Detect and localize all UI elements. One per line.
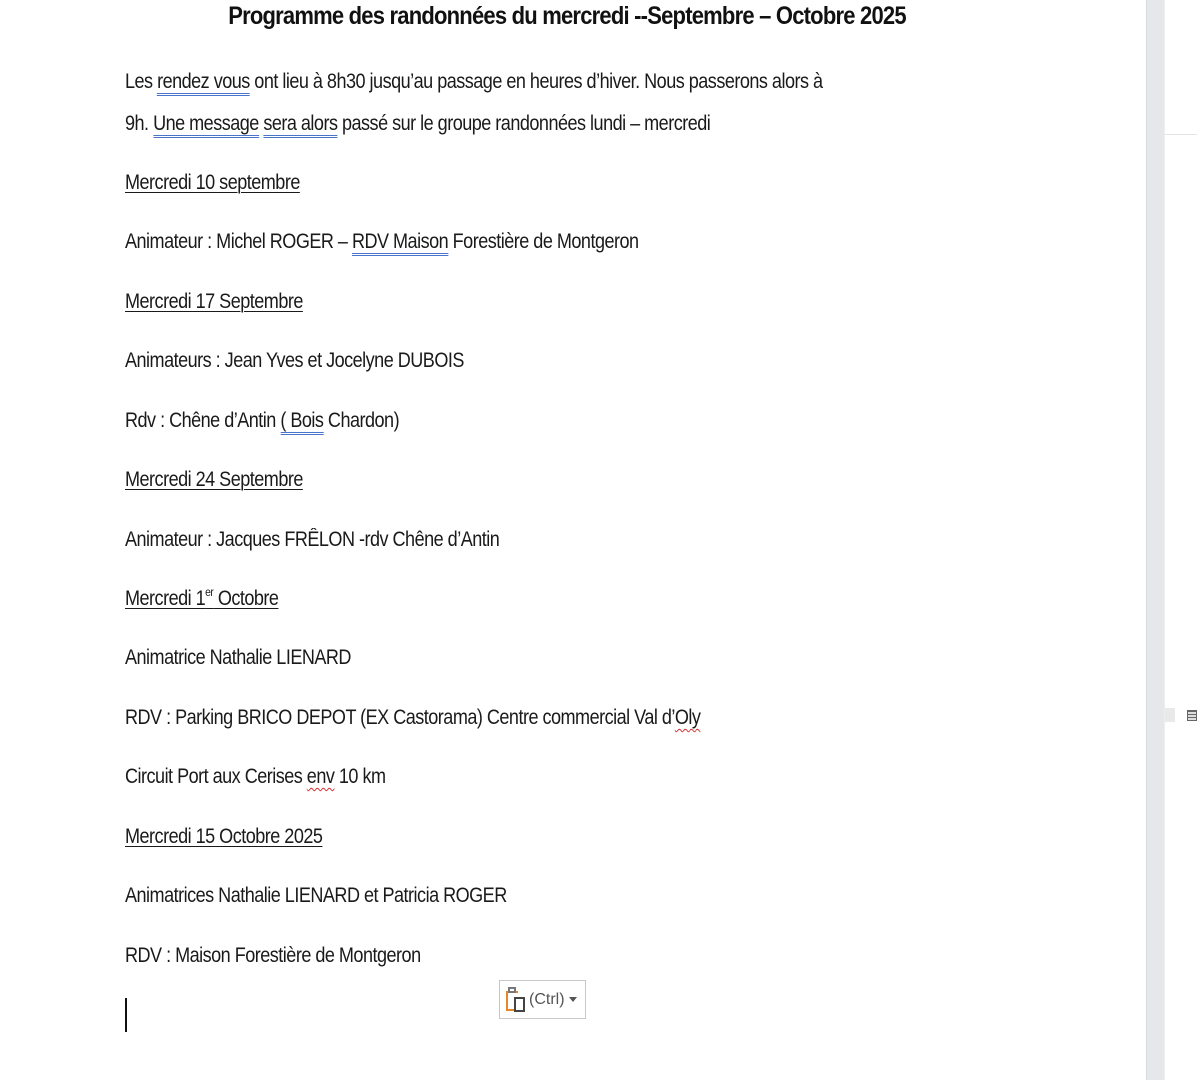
section-line: Animatrice Nathalie LIENARD <box>125 646 351 669</box>
intro-line-2 <box>125 112 710 136</box>
side-panel <box>1165 0 1197 1080</box>
superscript: er <box>205 585 214 599</box>
text-run: Les <box>125 70 158 93</box>
section-date: Mercredi 24 Septembre <box>125 468 303 491</box>
section-line <box>125 765 385 789</box>
chevron-down-icon <box>569 997 577 1002</box>
text-run: ont lieu à 8h30 jusqu’au passage en heures d’hiver. Nous passerons alors à <box>249 70 823 93</box>
document-title: Programme des randonnées du mercredi --Septembre – Octobre 2025 <box>228 2 906 30</box>
text-run: 10 km <box>334 765 386 788</box>
grammar-flag[interactable]: rendez vous <box>157 70 250 96</box>
paste-options-button[interactable] <box>499 980 586 1019</box>
text-run: Octobre <box>213 587 279 610</box>
spelling-flag[interactable]: Oly <box>674 706 701 729</box>
section-date: Mercredi 15 Octobre 2025 <box>125 825 323 848</box>
document-lines-icon[interactable] <box>1187 710 1197 721</box>
grammar-flag[interactable]: ( Bois <box>280 409 323 435</box>
text-cursor <box>125 998 127 1032</box>
spelling-flag[interactable]: env <box>306 765 335 788</box>
section-line: Animateur : Jacques FRÊLON -rdv Chêne d’Antin <box>125 528 500 551</box>
intro-line-1 <box>125 70 823 94</box>
section-date: Mercredi 10 septembre <box>125 171 300 194</box>
section-line <box>125 706 700 730</box>
paste-options-label: (Ctrl) <box>529 990 565 1008</box>
text-run: Animateur : Michel ROGER – <box>125 230 352 253</box>
text-run: Chardon) <box>323 409 400 432</box>
grammar-flag[interactable]: RDV Maison <box>352 230 448 256</box>
text-run: Mercredi 1 <box>125 587 206 610</box>
section-date: Mercredi 17 Septembre <box>125 290 303 313</box>
side-panel-tab[interactable] <box>1165 708 1175 722</box>
section-line: Animatrices Nathalie LIENARD et Patricia ROGER <box>125 884 507 907</box>
text-run: passé sur le groupe randonnées lundi – mercredi <box>337 112 711 135</box>
section-date <box>125 587 278 611</box>
vertical-scrollbar[interactable] <box>1146 0 1165 1080</box>
text-run: RDV : Parking BRICO DEPOT (EX Castorama) Centre commercial Val d’ <box>125 706 675 729</box>
section-line: Animateurs : Jean Yves et Jocelyne DUBOIS <box>125 349 464 372</box>
section-line <box>125 409 399 433</box>
text-run: 9h. <box>125 112 154 135</box>
section-line <box>125 230 639 254</box>
text-run: Forestière de Montgeron <box>448 230 639 253</box>
section-line: RDV : Maison Forestière de Montgeron <box>125 944 421 967</box>
grammar-flag[interactable]: sera alors <box>263 112 337 138</box>
clipboard-paste-icon <box>505 987 527 1013</box>
text-run: Rdv : Chêne d’Antin <box>125 409 281 432</box>
grammar-flag[interactable]: Une message <box>153 112 259 138</box>
text-run: Circuit Port aux Cerises <box>125 765 307 788</box>
side-panel-divider <box>1165 134 1197 135</box>
